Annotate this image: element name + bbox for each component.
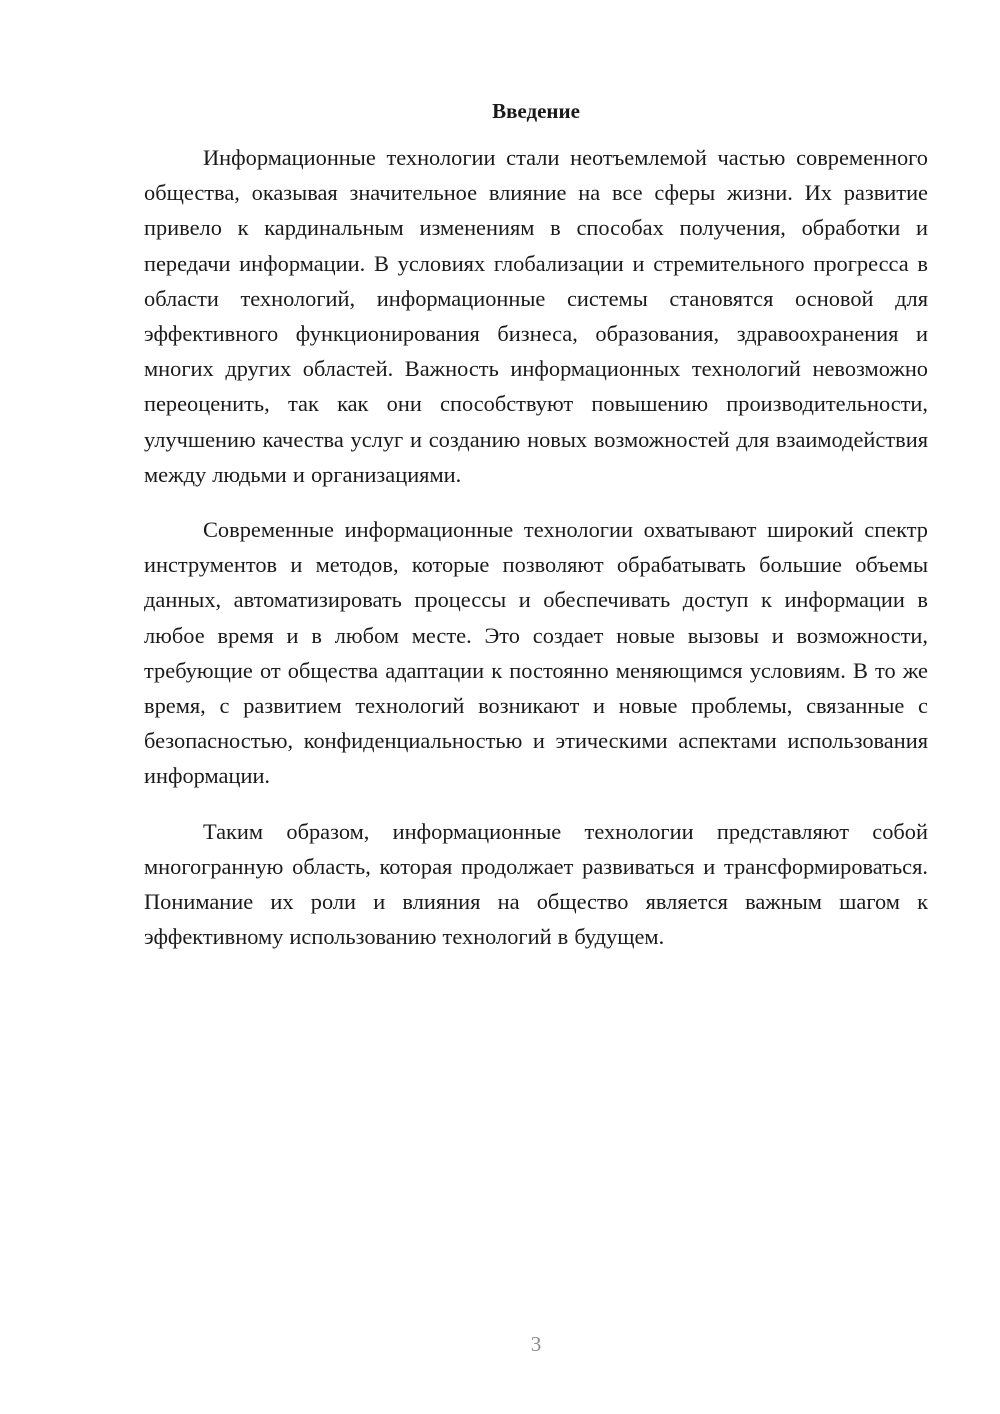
paragraph-3: Таким образом, информационные технологии представляют собой многогранную область, которая продолжает развиваться и трансформироваться. Понимание их роли и влияния на общество является важным шагом к эффективному использованию технологий в будущем.	[144, 818, 928, 950]
paragraph-1: Информационные технологии стали неотъемлемой частью современного общества, оказывая значительное влияние на все сферы жизни. Их развитие привело к кардинальным изменениям в способах получения, обработки и передачи информации. В условиях глобализации и стремительного прогресса в области технологий, информационные системы становятся основой для эффективного функционирования бизнеса, образования, здравоохранения и многих других областей. Важность информационных технологий невозможно переоценить, так как они способствуют повышению производительности, улучшению качества услуг и созданию новых возможностей для взаимодействия между людьми и организациями.	[144, 145, 928, 487]
page-title: Введение	[492, 99, 580, 123]
page-content	[144, 96, 928, 954]
page-number: 3	[530, 1332, 542, 1356]
paragraph-2: Современные информационные технологии охватывают широкий спектр инструментов и методов, которые позволяют обрабатывать большие объемы данных, автоматизировать процессы и обеспечивать доступ к информации в любое время и в любом месте. Это создает новые вызовы и возможности, требующие от общества адаптации к постоянно меняющимся условиям. В то же время, с развитием технологий возникают и новые проблемы, связанные с безопасностью, конфиденциальностью и этическими аспектами использования информации.	[144, 517, 928, 789]
